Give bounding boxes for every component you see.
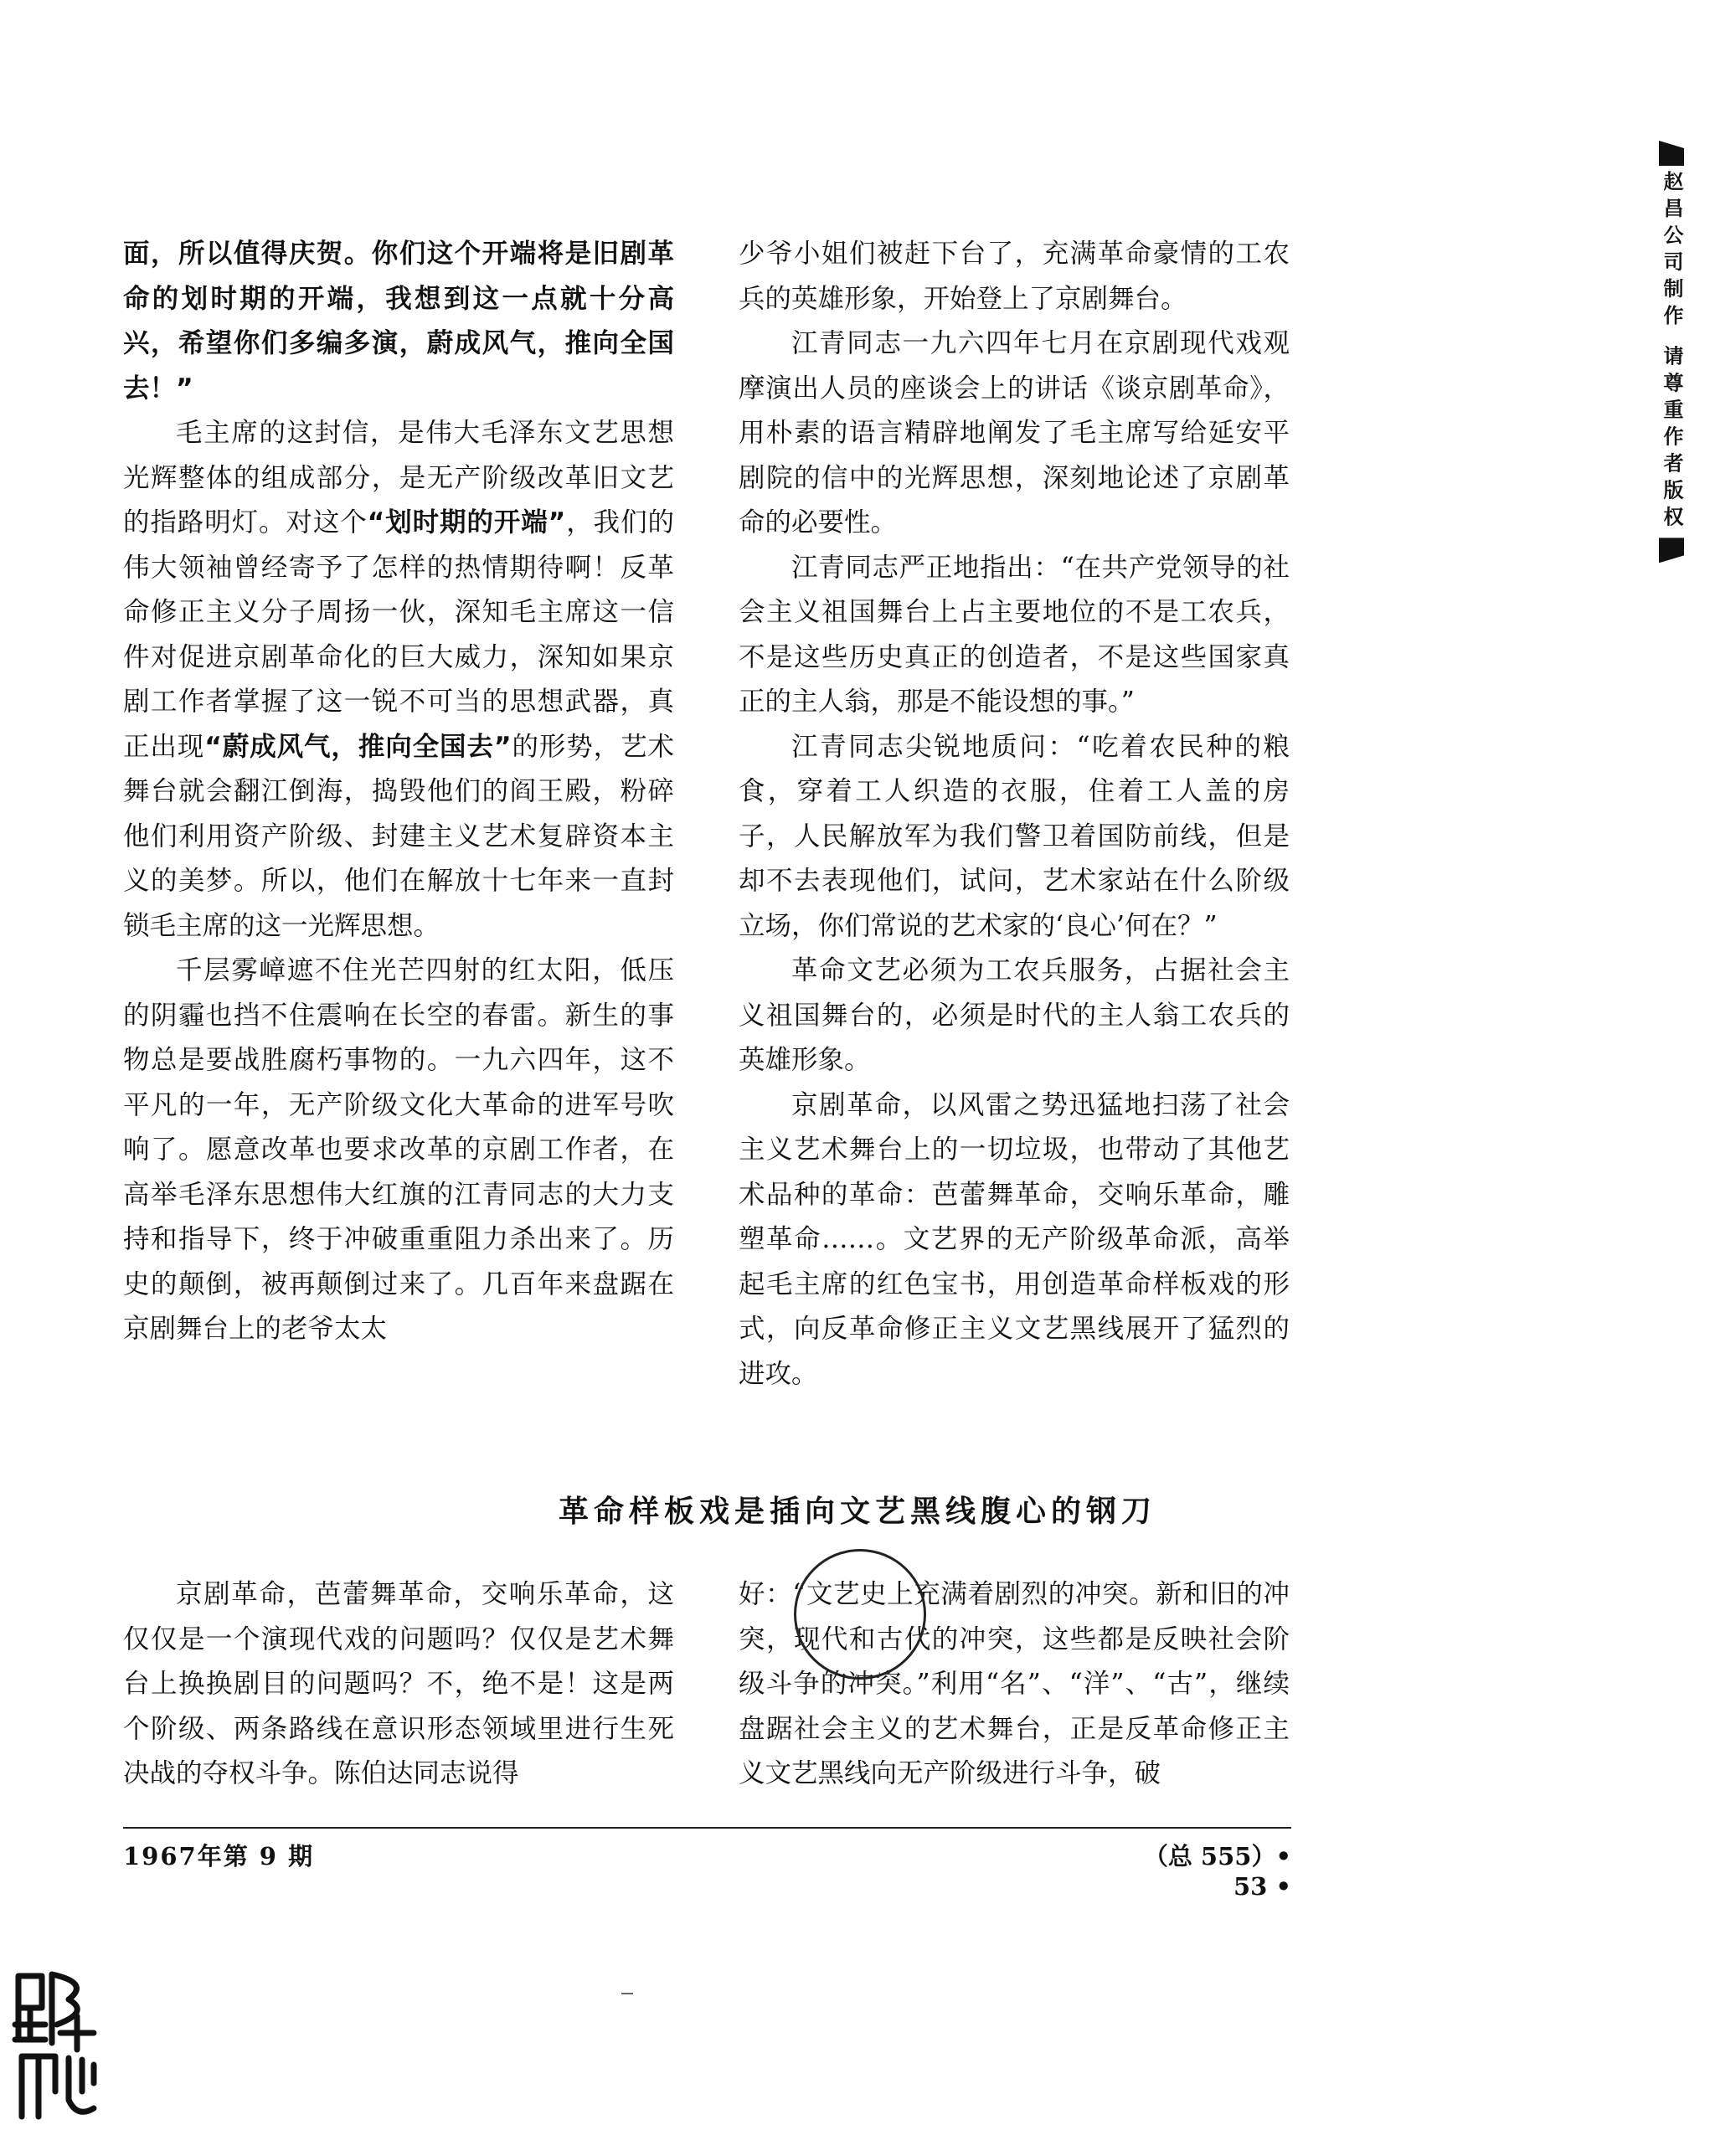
footer-divider [123, 1827, 1291, 1829]
right-column [739, 232, 1290, 1397]
right-para-6: 京剧革命，以风雷之势迅猛地扫荡了社会主义艺术舞台上的一切垃圾，也带动了其他艺术品种的革命：芭蕾舞革命，交响乐革命，雕塑革命……。文艺界的无产阶级革命派，高举起毛主席的红色宝书，用创造革命样板戏的形式，向反革命修正主义文艺黑线展开了猛烈的进攻。 [739, 1089, 1290, 1389]
left-para-3: 千层雾嶂遮不住光芒四射的红太阳，低压的阴霾也挡不住震响在长空的春雷。新生的事物总是要战胜腐朽事物的。一九六四年，这不平凡的一年，无产阶级文化大革命的进军号吹响了。愿意改革也要求改革的京剧工作者，在高举毛泽东思想伟大红旗的江青同志的大力支持和指导下，终于冲破重重阻力杀出来了。历史的颠倒，被再颠倒过来了。几百年来盘踞在京剧舞台上的老爷太太 [123, 955, 674, 1344]
right-para-5: 革命文艺必须为工农兵服务，占据社会主义祖国舞台的，必须是时代的主人翁工农兵的英雄形象。 [739, 955, 1290, 1075]
strip-top-marker [1659, 141, 1684, 166]
right-para-2: 江青同志一九六四年七月在京剧现代戏观摩演出人员的座谈会上的讲话《谈京剧革命》，用朴素的语言精辟地阐发了毛主席写给延安平剧院的信中的光辉思想，深刻地论述了京剧革命的必要性。 [739, 328, 1290, 538]
right-para-3: 江青同志严正地指出：“在共产党领导的社会主义祖国舞台上占主要地位的不是工农兵，不是这些历史真正的创造者，不是这些国家真正的主人翁，那是不能设想的事。” [739, 552, 1290, 717]
bottom-left-para-1: 京剧革命，芭蕾舞革命，交响乐革命，这仅仅是一个演现代戏的问题吗？仅仅是艺术舞台上换换剧目的问题吗？不，绝不是！这是两个阶级、两条路线在意识形态领域里进行生死决战的夺权斗争。陈伯达同志说得 [123, 1579, 674, 1788]
right-para-1: 少爷小姐们被赶下台了，充满革命豪情的工农兵的英雄形象，开始登上了京剧舞台。 [739, 239, 1290, 314]
strip-bottom-marker [1659, 538, 1684, 563]
bottom-left-column [123, 1572, 674, 1797]
copyright-strip [1655, 141, 1688, 563]
bottom-right-para-1: 好：“文艺史上充满着剧烈的冲突。新和旧的冲突，现代和古代的冲突，这些都是反映社会阶级斗争的冲突。”利用“名”、“洋”、“古”，继续盘踞社会主义的艺术舞台，正是反革命修正主义文艺黑线向无产阶级进行斗争，破 [739, 1579, 1290, 1788]
left-para-2 [123, 411, 674, 949]
footer-issue: 1967年第 9 期 [123, 1842, 315, 1870]
left-para-2-c: ，我们的伟大领袖曾经寄予了怎样的热情期待啊！反革命修正主义分子周扬一伙，深知毛主席这一信件对促进京剧革命化的巨大威力，深知如果京剧工作者掌握了这一锐不可当的思想武器，真正出现 [123, 507, 674, 762]
left-para-2-a: 毛主席的这封信，是伟大毛泽东文艺思想光辉整体的组成部分，是无产阶级改革旧文艺的指路明灯。对这个 [123, 418, 674, 538]
left-column [123, 232, 674, 1352]
right-para-4: 江青同志尖锐地质问：“吃着农民种的粮食，穿着工人织造的衣服，住着工人盖的房子，人民解放军为我们警卫着国防前线，但是却不去表现他们，试问，艺术家站在什么阶级立场，你们常说的艺术家的‘良心’何在？” [739, 731, 1290, 941]
left-para-1: 面，所以值得庆贺。你们这个开端将是旧剧革命的划时期的开端，我想到这一点就十分高兴，希望你们多编多演，蔚成风气，推向全国去！” [123, 239, 674, 404]
section-title: 革命样板戏是插向文艺黑线腹心的钢刀 [558, 1494, 1156, 1529]
scan-speck [621, 1993, 633, 1994]
seal-stamp-icon [10, 1966, 102, 2125]
left-para-2-d: “蔚成风气，推向全国去” [204, 731, 512, 762]
copyright-strip-text: 赵昌公司制作 请尊重作者版权 [1660, 171, 1683, 533]
footer-page-number: （总 555）• 53 • [1143, 1842, 1291, 1901]
left-para-2-e: 的形势，艺术舞台就会翻江倒海，捣毁他们的阎王殿，粉碎他们利用资产阶级、封建主义艺术复辟资本主义的美梦。所以，他们在解放十七年来一直封锁毛主席的这一光辉思想。 [123, 731, 674, 941]
left-para-2-b: “划时期的开端” [367, 507, 566, 538]
hand-drawn-circle-annotation [794, 1549, 926, 1680]
